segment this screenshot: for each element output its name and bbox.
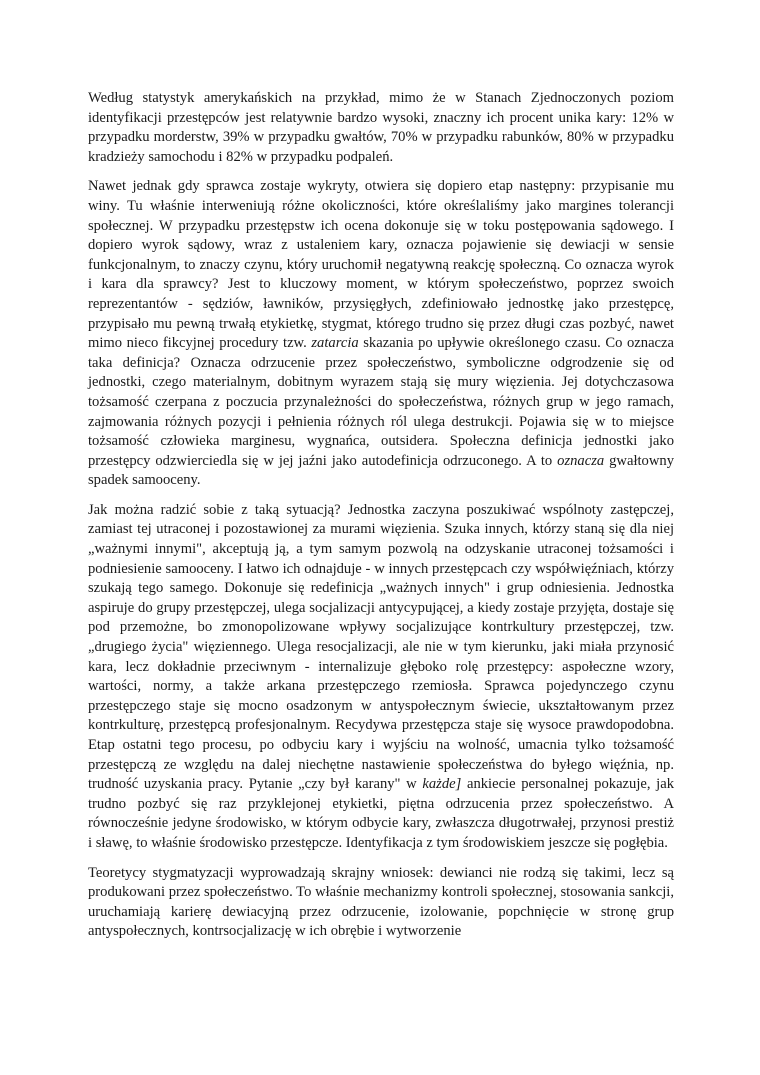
paragraph-text: gwałtowny spadek samooceny.	[88, 452, 674, 489]
paragraph-coping	[88, 501, 674, 854]
document-page	[88, 89, 674, 952]
paragraph-text: Nawet jednak gdy sprawca zostaje wykryty, otwiera się dopiero etap następny: przypisanie mu winy. Tu właśnie interweniują różne okoliczności, które określaliśmy jako margines tolerancji społecznej. W przypadku przestępstw ich ocena dokonuje się w toku postępowania sądowego. I dopiero wyrok sądowy, wraz z ustaleniem kary, oznacza pojawienie się dewiacji w sensie funkcjonalnym, to znaczy czynu, który uruchomił negatywną reakcję społeczną. Co oznacza wyrok i kara dla sprawcy? Jest to kluczowy moment, w którym społeczeństwo, poprzez swoich reprezentantów - sędziów, ławników, przysięgłych, zdefiniowało jednostkę jako przestępcę, przypisało mu pewną trwałą etykietkę, stygmat, którego trudno się przez długi czas pozbyć, nawet mimo nieco fikcyjnej procedury tzw.	[88, 178, 674, 352]
italic-term-kazdej: każde]	[422, 776, 462, 793]
paragraph-statistics	[88, 89, 674, 167]
paragraph-stigmatization-theory	[88, 864, 674, 942]
paragraph-text: skazania po upływie określonego czasu. Co oznacza taka definicja? Oznacza odrzucenie przez społeczeństwo, symboliczne odgrodzenie się od jednostki, czego materialnym, dobitnym wyrazem stają się mury więzienia. Jej dotychczasowa tożsamość czerpana z poczucia przynależności do społeczeństwa, różnych grup w jego ramach, zajmowania różnych pozycji i pełnienia różnych ról ulega destrukcji. Pojawia się w to miejsce tożsamość człowieka marginesu, wygnańca, outsidera. Społeczna definicja jednostki jako przestępcy odzwierciedla się w jej jaźni jako autodefinicja odrzuconego. A to	[88, 335, 674, 469]
paragraph-verdict	[88, 177, 674, 491]
italic-term-zatarcia: zatarcia	[311, 335, 359, 352]
paragraph-text: Według statystyk amerykańskich na przykład, mimo że w Stanach Zjednoczonych poziom identyfikacji przestępców jest relatywnie bardzo wysoki, znaczny ich procent unika kary: 12% w przypadku morderstw, 39% w przypadku gwałtów, 70% w przypadku rabunków, 80% w przypadku kradzieży samochodu i 82% w przypadku podpaleń.	[88, 90, 674, 165]
paragraph-text: Jak można radzić sobie z taką sytuacją? Jednostka zaczyna poszukiwać wspólnoty zastępczej, zamiast tej utraconej i pozostawionej za murami więzienia. Szuka innych, którzy staną się dla niej „ważnymi innymi", akceptują ją, a tym samym pozwolą na odzyskanie utraconej tożsamości i podniesienie samooceny. I łatwo ich odnajduje - w innych przestępcach czy współwięźniach, którzy szukają tego samego. Dokonuje się redefinicja „ważnych innych" i grup odniesienia. Jednostka aspiruje do grupy przestępczej, ulega socjalizacji antycypującej, a kiedy zostaje przyjęta, dostaje się pod przemożne, bo zmonopolizowane wpływy socjalizujące kontrkultury przestępczej, tzw. „drugiego życia" więziennego. Ulega resocjalizacji, ale nie w tym kierunku, jaki miała przynosić kara, lecz dokładnie przeciwnym - internalizuje głęboko rolę przestępcy: aspołeczne wzory, wartości, normy, a także arkana przestępczego rzemiosła. Sprawca pojedynczego czynu przestępczego staje się mocno osadzonym w antyspołecznym świecie, ukształtowanym przez kontrkulturę, przestępcą profesjonalnym. Recydywa przestępcza staje się wysoce prawdopodobna. Etap ostatni tego procesu, po odbyciu kary i wyjściu na wolność, umacnia tylko tożsamość przestępczą ze względu na dalej niechętne nastawienie społeczeństwa do byłego więźnia, np. trudność uzyskania pracy. Pytanie „czy był karany" w	[88, 501, 674, 793]
italic-term-oznacza: oznacza	[557, 452, 605, 469]
paragraph-text: ankiecie personalnej pokazuje, jak trudno pozbyć się raz przyklejonej etykietki, piętna odrzucenia przez społeczeństwo. A równocześnie jedyne środowisko, w którym odbycie kary, zwłaszcza długotrwałej, przynosi prestiż i sławę, to właśnie środowisko przestępcze. Identyfikacja z tym środowiskiem jeszcze się pogłębia.	[88, 776, 674, 851]
paragraph-text: Teoretycy stygmatyzacji wyprowadzają skrajny wniosek: dewianci nie rodzą się takimi, lecz są produkowani przez społeczeństwo. To właśnie mechanizmy kontroli społecznej, stosowania sankcji, uruchamiają karierę dewiacyjną przez odrzucenie, izolowanie, popchnięcie w stronę grup antyspołecznych, kontrsocjalizację w ich obrębie i wytworzenie	[88, 864, 674, 940]
